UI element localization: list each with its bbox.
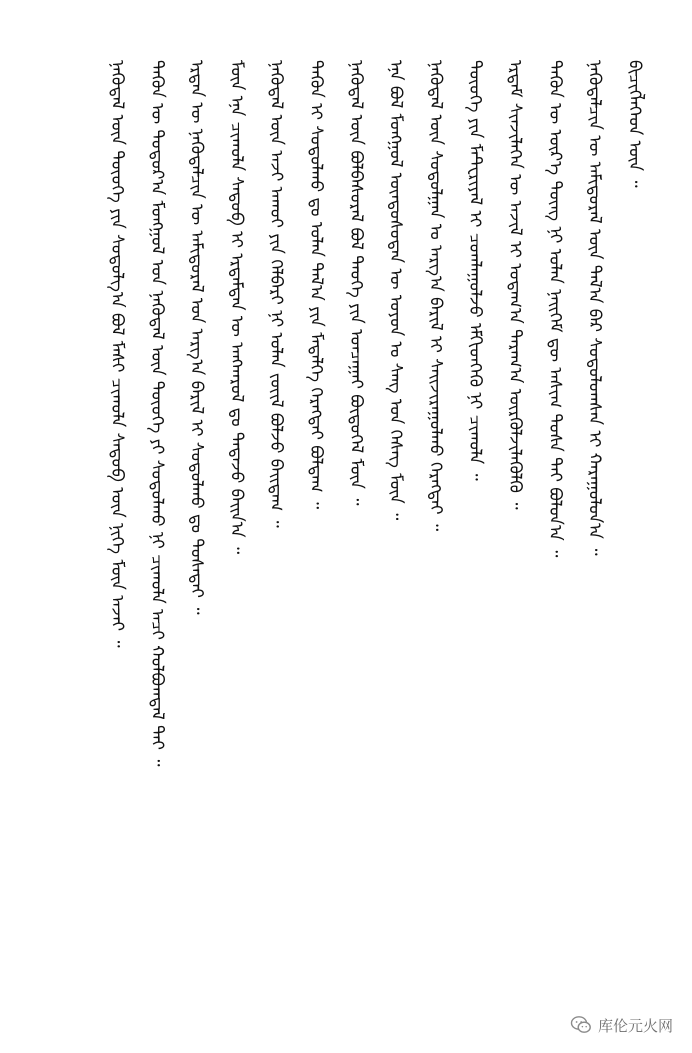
text-line: ᠲᠡᠭᠦᠨ ᠦ ᠦᠷ᠎ᠡ ᠳᠦᠩ ᠨᠢ ᠣᠯᠠᠨ ᠨᠡᠢᠭᠡᠮ ᠳᠦ ᠠᠰᠢᠭ ᠲᠤᠰᠠ ᠲᠠᠢ ᠪᠣᠯᠤᠨ᠎ᠠ ᠃ [544,60,565,558]
text-line: ᠨᠡᠭᠦᠳᠡᠯ ᠦᠨ ᠰᠤᠳᠤᠯᠭᠠᠨ ᠤ ᠠᠷᠭ᠎ᠠ ᠪᠠᠷᠢᠯ ᠢ ᠰᠠᠢᠵᠢᠷᠠᠭᠤᠯᠬᠤ ᠬᠡᠷᠡᠭᠲᠡᠢ ᠃ [425,60,446,532]
text-line: ᠡᠷᠳᠡᠮ ᠰᠢᠨᠵᠢᠯᠡᠭᠡᠨ ᠦ ᠠᠵᠢᠯ ᠢ ᠤᠳᠠᠭ᠎ᠠ ᠳᠠᠷᠠᠭ᠎ᠠ ᠦᠷᠭᠦᠯᠵᠢᠯᠡᠭᠦᠯᠬᠦ ᠃ [505,60,525,510]
text-line: ᠲᠡᠭᠦᠨ ᠦ ᠳᠣᠲᠣᠷ᠎ᠠ ᠮᠣᠩᠭᠣᠯ ᠤᠨ ᠨᠡᠭᠦᠳᠡᠯ ᠦᠨ ᠲᠦᠦᠬᠡ ᠶᠢ ᠰᠤᠳᠤᠯᠬᠤ ᠨᠢ ᠴᠢᠬᠤᠯᠠ ᠠᠴᠢ ᠬᠣᠯᠪᠤᠭᠳᠠᠯ ᠲᠠᠢ ᠃ [146,60,167,767]
watermark [570,1012,686,1038]
text-line: ᠨᠡᠭᠦᠳᠡᠯ ᠦᠨ ᠲᠦᠦᠬᠡ ᠶᠢᠨ ᠰᠤᠳᠤᠯᠭ᠎ᠠ ᠪᠣᠯ ᠮᠠᠰᠢ ᠴᠢᠬᠤᠯᠠ ᠰᠡᠳᠦᠪ ᠦᠨ ᠨᠢᠭᠡ ᠮᠥᠨ ᠠᠵᠠᠢ ᠃ [107,60,127,648]
text-line: ᠡᠨᠡ ᠪᠣᠯ ᠮᠣᠩᠭᠣᠯ ᠦᠨᠳᠦᠰᠦᠲᠡᠨ ᠦ ᠣᠶᠤᠨ ᠤ ᠰᠠᠩ ᠤᠨ ᠬᠡᠰᠡᠭ ᠮᠥᠨ ᠃ [385,60,406,521]
text-line: ᠮᠥᠨ ᠡᠨᠡ ᠴᠢᠬᠤᠯᠠ ᠰᠡᠳᠦᠪ ᠢ ᠡᠷᠳᠡᠮᠲᠡᠨ ᠦ ᠠᠩᠬᠠᠷᠤᠯ ᠳᠤ ᠲᠠᠲᠠᠵᠤ ᠪᠠᠢᠨ᠎ᠠ ᠃ [226,60,247,555]
watermark-text: 库伦元火网 [598,1016,674,1035]
text-line: ᠨᠡᠭᠦᠳᠡᠯᠴᠢᠨ ᠦ ᠠᠮᠢᠳᠤᠷᠠᠯ ᠦᠨ ᠲᠠᠯ᠎ᠠ ᠪᠠᠷ ᠰᠤᠳᠤᠯᠤᠭᠰᠠᠨ ᠢ ᠬᠠᠷᠠᠭᠤᠯᠤᠨ᠎ᠠ ᠃ [584,60,605,556]
text-line: ᠡᠷᠲᠡᠨ ᠦ ᠨᠡᠭᠦᠳᠡᠯᠴᠢᠨ ᠦ ᠠᠮᠢᠳᠤᠷᠠᠯ ᠤᠨ ᠠᠷᠭ᠎ᠠ ᠪᠠᠷᠢᠯ ᠢ ᠰᠤᠳᠤᠯᠬᠤ ᠳᠤ ᠲᠤᠰᠠᠲᠠᠢ ᠃ [186,60,207,615]
text-line: ᠨᠡᠭᠦᠳᠡᠯ ᠦᠨ ᠪᠣᠯᠪᠠᠰᠤᠷᠠᠯ ᠪᠣᠯ ᠲᠡᠦᠬᠡ ᠶᠢᠨ ᠣᠨᠴᠠᠭᠠᠢ ᠪᠦᠲᠦᠭᠡᠯ ᠮᠥᠨ ᠃ [345,60,366,506]
text-line: ᠲᠦᠦᠬᠡ ᠶᠢᠨ ᠮᠠᠲ᠋ᠧᠷᠢᠶᠠᠯ ᠢ ᠴᠤᠭᠯᠠᠭᠤᠯᠵᠤ ᠡᠮᠬᠢᠳᠬᠡᠬᠦ ᠨᠢ ᠴᠢᠬᠤᠯᠠ ᠃ [465,60,486,481]
text-line: ᠨᠡᠭᠦᠳᠡᠯ ᠦᠨ ᠠᠵᠢ ᠠᠬᠤᠢ ᠶᠢᠨ ᠬᠡᠯᠪᠡᠷᠢ ᠨᠢ ᠣᠯᠠᠨ ᠵᠦᠢᠯ ᠪᠣᠯᠵᠤ ᠪᠠᠢᠳᠠᠭ ᠃ [266,60,287,528]
wechat-icon [570,1014,592,1036]
text-line-final: ᠪᠢᠴᠢᠭᠯᠡᠭᠡᠳ ᠦᠨ ᠃ [624,60,645,188]
text-line: ᠲᠡᠭᠦᠨ ᠢ ᠰᠤᠳᠤᠯᠬᠤ ᠳᠤ ᠣᠯᠠᠨ ᠲᠠᠯ᠎ᠠ ᠶᠢᠨ ᠮᠡᠳᠡᠯᠭᠡ ᠬᠡᠷᠡᠭᠲᠡᠢ ᠪᠣᠯᠳᠠᠭ ᠃ [306,60,326,510]
